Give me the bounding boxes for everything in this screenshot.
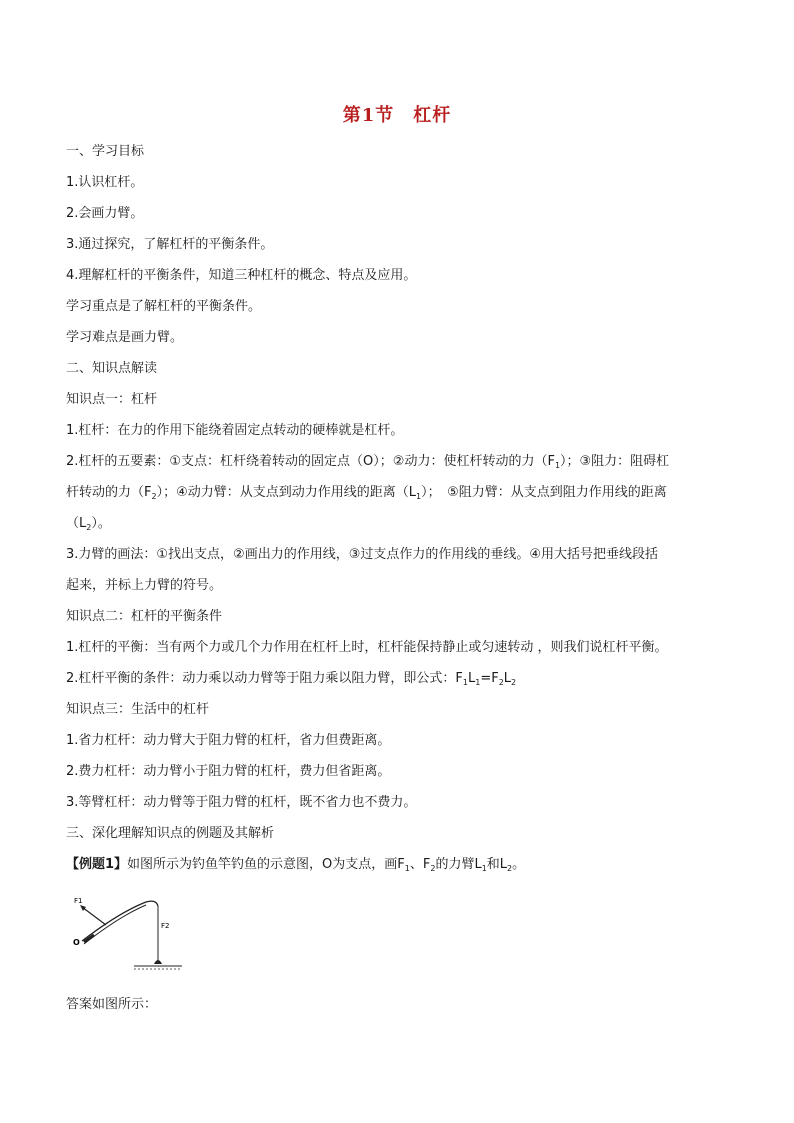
page-title: 第1节 杠杆 <box>342 105 452 126</box>
formula: $F_1L_1=F_2L_2$ <box>455 671 517 687</box>
f1-label: F1 <box>74 897 83 905</box>
f1-arrow <box>82 907 106 925</box>
section-examples-heading: 三、深化理解知识点的例题及其解析 <box>66 826 275 841</box>
knowledge-point-3-heading: 知识点三：生活中的杠杆 <box>66 702 210 717</box>
lever-type-item: 3.等臂杠杆：动力臂等于阻力臂的杠杆，既不省力也不费力。 <box>66 795 417 810</box>
answer-text: 答案如图所示： <box>66 997 158 1012</box>
moment-arm-drawing-line-2: 起来，并标上力臂的符号。 <box>66 578 223 593</box>
f1-arrowhead <box>80 905 86 911</box>
knowledge-point-2-heading: 知识点二：杠杆的平衡条件 <box>66 609 223 624</box>
knowledge-point-1-heading: 知识点一：杠杆 <box>66 392 158 407</box>
section-goals-heading: 一、学习目标 <box>66 144 145 159</box>
goal-item: 1.认识杠杆。 <box>66 175 144 190</box>
f2-label: F2 <box>161 922 170 930</box>
five-elements-line-1: 2.杠杆的五要素：①支点：杠杆绕着转动的固定点（O）；②动力：使杠杆转动的力$(F_1)$；③阻力：阻碍杠 <box>66 454 670 470</box>
lever-type-item: 2.费力杠杆：动力臂小于阻力臂的杠杆，费力但省距离。 <box>66 764 391 779</box>
fishing-rod-diagram <box>70 892 190 980</box>
pivot-o-label: O <box>73 938 80 947</box>
key-point: 学习重点是了解杠杆的平衡条件。 <box>66 299 262 314</box>
five-elements-line-3: $(L_2)$。 <box>66 516 111 532</box>
lever-balance: 1.杠杆的平衡：当有两个力或几个力作用在杠杆上时，杠杆能保持静止或匀速转动 ，则我们说杠杆平衡。 <box>66 640 668 655</box>
lever-definition: 1.杠杆：在力的作用下能绕着固定点转动的硬棒就是杠杆。 <box>66 423 404 438</box>
goal-item: 4.理解杠杆的平衡条件，知道三种杠杆的概念、特点及应用。 <box>66 268 417 283</box>
five-elements-line-2: 杆转动的力$(F_2)$；④动力臂：从支点到动力作用线的距离$(L_1)$； ⑤阻力臂：从支点到阻力作用线的距离 <box>66 485 667 501</box>
moment-arm-drawing-line-1: 3.力臂的画法：①找出支点，②画出力的作用线，③过支点作力的作用线的垂线。④用大括号把垂线段括 <box>66 547 659 562</box>
goal-item: 3.通过探究，了解杠杆的平衡条件。 <box>66 237 274 252</box>
fishing-rod <box>82 901 158 944</box>
difficulty: 学习难点是画力臂。 <box>66 330 184 345</box>
lever-type-item: 1.省力杠杆：动力臂大于阻力臂的杠杆，省力但费距离。 <box>66 733 391 748</box>
fish-icon <box>154 960 162 964</box>
example-1-question: 【例题1】如图所示为钓鱼竿钓鱼的示意图，O为支点，画$F_1$、$F_2$的力臂$L_1$和$L_2$。 <box>66 857 526 873</box>
balance-condition: 2.杠杆平衡的条件：动力乘以动力臂等于阻力乘以阻力臂，即公式：$F_1L_1=F_2L_2$ <box>66 671 517 687</box>
goal-item: 2.会画力臂。 <box>66 206 144 221</box>
section-knowledge-heading: 二、知识点解读 <box>66 361 158 376</box>
